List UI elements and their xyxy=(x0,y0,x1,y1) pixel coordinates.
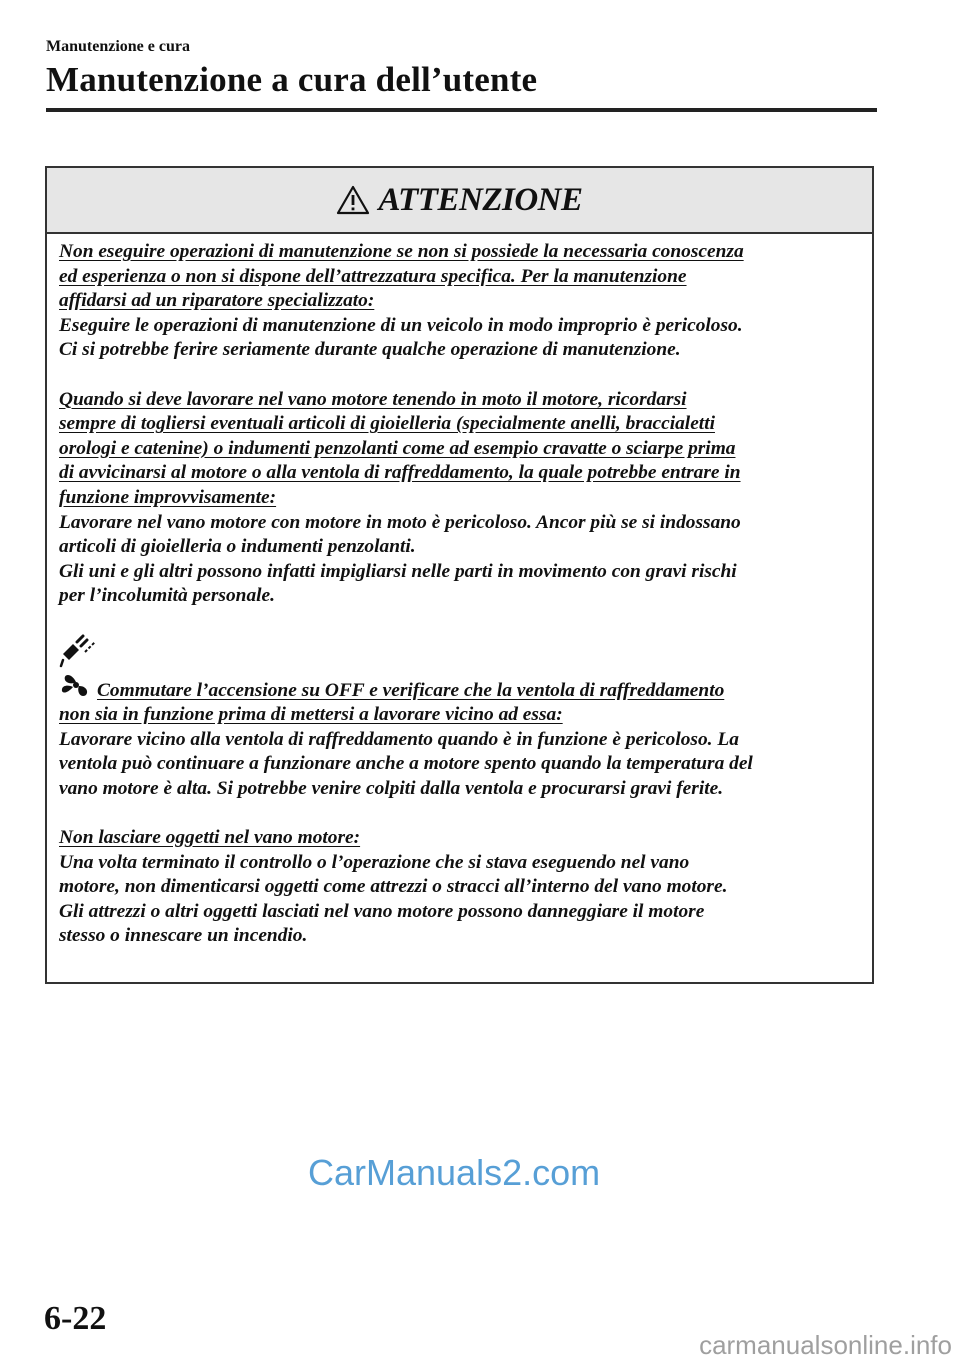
warning-box xyxy=(45,166,874,984)
page-number: 6-22 xyxy=(44,1300,107,1337)
text-line: articoli di gioielleria o indumenti penzolanti. xyxy=(59,536,416,558)
fan-disconnect-icon xyxy=(59,634,99,668)
text-line: Gli uni e gli altri possono infatti impigliarsi nelle parti in movimento con gravi rischi xyxy=(59,560,737,582)
fan-disconnect-icon-row xyxy=(59,634,860,670)
text-line: Ci si potrebbe ferire seriamente durante qualche operazione di manutenzione. xyxy=(59,339,681,361)
text-line: affidarsi ad un riparatore specializzato: xyxy=(59,290,375,312)
text-line: Non eseguire operazioni di manutenzione se non si possiede la necessaria conoscenza xyxy=(59,241,744,262)
text-line xyxy=(59,670,860,704)
warning-triangle-icon xyxy=(336,185,370,215)
text-line: motore, non dimenticarsi oggetti come attrezzi o stracci all’interno del vano motore. xyxy=(59,876,728,898)
text-line: per l’incolumità personale. xyxy=(59,585,275,607)
text-line: orologi e catenine) o indumenti penzolanti come ad esempio cravatte o sciarpe prima xyxy=(59,437,736,459)
warning-header xyxy=(47,168,872,234)
text-line: di avvicinarsi al motore o alla ventola di raffreddamento, la quale potrebbe entrare in xyxy=(59,462,741,484)
warning-body xyxy=(47,234,872,949)
watermark: CarManuals2.com xyxy=(308,1152,601,1193)
title-rule xyxy=(46,108,877,112)
text-line: Lavorare nel vano motore con motore in moto è pericoloso. Ancor più se si indossano xyxy=(59,511,741,533)
text-line: funzione improvvisamente: xyxy=(59,486,277,508)
footer-link[interactable]: carmanualsonline.info xyxy=(699,1330,952,1360)
section-label: Manutenzione e cura xyxy=(46,38,190,55)
page-title: Manutenzione a cura dell’utente xyxy=(46,60,538,99)
warning-title: ATTENZIONE xyxy=(378,181,583,218)
cooling-fan-icon xyxy=(59,670,93,700)
warning-paragraph-2 xyxy=(59,388,860,609)
text-line: ed esperienza o non si dispone dell’attrezzatura specifica. Per la manutenzione xyxy=(59,265,687,287)
warning-paragraph-1 xyxy=(59,240,860,363)
text-line: Quando si deve lavorare nel vano motore tenendo in moto il motore, ricordarsi xyxy=(59,388,687,410)
text-line: Eseguire le operazioni di manutenzione di un veicolo in modo improprio è pericoloso. xyxy=(59,314,743,336)
text-line: Non lasciare oggetti nel vano motore: xyxy=(59,827,361,849)
text-line: vano motore è alta. Si potrebbe venire colpiti dalla ventola e procurarsi gravi ferite. xyxy=(59,777,724,799)
text-line: Gli attrezzi o altri oggetti lasciati nel vano motore possono danneggiare il motore xyxy=(59,900,705,922)
text-line-content: Commutare l’accensione su OFF e verificare che la ventola di raffreddamento xyxy=(97,679,725,701)
warning-paragraph-3 xyxy=(59,670,860,802)
text-line: sempre di togliersi eventuali articoli di gioielleria (specialmente anelli, braccialetti xyxy=(59,413,715,435)
text-line: Lavorare vicino alla ventola di raffreddamento quando è in funzione è pericoloso. La xyxy=(59,728,739,750)
warning-paragraph-4 xyxy=(59,826,860,949)
text-line: Una volta terminato il controllo o l’operazione che si stava eseguendo nel vano xyxy=(59,851,690,873)
text-line: ventola può continuare a funzionare anche a motore spento quando la temperatura del xyxy=(59,753,753,775)
text-line: non sia in funzione prima di mettersi a lavorare vicino ad essa: xyxy=(59,704,563,726)
text-line: stesso o innescare un incendio. xyxy=(59,925,308,947)
